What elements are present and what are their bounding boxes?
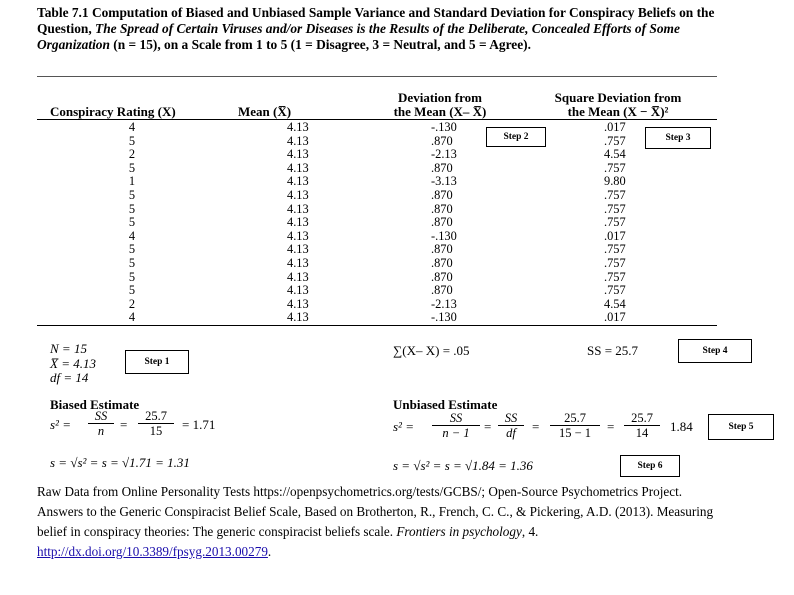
- table-cell-mean: 4.13: [287, 174, 309, 189]
- table-cell-dev: -3.13: [431, 174, 457, 189]
- reference-body: Raw Data from Online Personality Tests https://openpsychometrics.org/tests/GCBS/; Open-Source Psychometrics Project. Answers to the Generic Conspiracist Belief Scale, Based on Brotherton, R., French, C. C., & Pickering, A.D. (2013). Measuring belief in conspiracy theories: The generic conspiracist beliefs scale.: [37, 484, 714, 539]
- summary-sum-deviation: ∑(X– X) = .05: [393, 343, 470, 358]
- step-4-box: Step 4: [678, 339, 752, 363]
- table-cell-sq: .757: [604, 160, 626, 175]
- header-square-line2: the Mean (X − X̅)²: [567, 104, 669, 119]
- unbiased-result: 1.84: [670, 419, 693, 434]
- table-cell-x: 5: [128, 255, 136, 270]
- table-cell-mean: 4.13: [287, 269, 309, 284]
- table-cell-dev: -.130: [431, 310, 457, 325]
- unbiased-den-1: n − 1: [442, 426, 470, 440]
- reference-link[interactable]: http://dx.doi.org/10.3389/fpsyg.2013.00279: [37, 544, 268, 559]
- table-cell-x: 5: [128, 160, 136, 175]
- table-cell-dev: .870: [431, 160, 453, 175]
- table-cell-sq: .757: [604, 187, 626, 202]
- biased-title: Biased Estimate: [50, 397, 140, 412]
- unbiased-sd-line: [393, 458, 533, 474]
- unbiased-equals-3: =: [607, 419, 615, 434]
- header-rating: Conspiracy Rating (X): [50, 104, 176, 119]
- unbiased-den-4: 14: [635, 426, 649, 440]
- table-cell-dev: -2.13: [431, 147, 457, 162]
- table-cell-sq: .757: [604, 255, 626, 270]
- header-mean: Mean (X̅): [238, 104, 292, 119]
- table-cell-dev: .870: [431, 269, 453, 284]
- table-cell-mean: 4.13: [287, 120, 309, 134]
- header-square-line1: Square Deviation from: [554, 90, 682, 105]
- table-cell-x: 5: [128, 187, 136, 202]
- summary-stats: [50, 342, 96, 386]
- summary-n: N = 15: [50, 341, 87, 356]
- table-cell-sq: .757: [604, 215, 626, 230]
- table-cell-x: 5: [128, 201, 136, 216]
- table-cell-sq: .757: [604, 133, 626, 148]
- unbiased-den-3: 15 − 1: [558, 426, 592, 440]
- reference-journal: Frontiers in psychology: [396, 524, 522, 539]
- top-rule: [37, 76, 717, 77]
- table-cell-dev: .870: [431, 187, 453, 202]
- unbiased-den-2: df: [506, 426, 516, 440]
- header-square-deviation: [528, 91, 708, 119]
- caption-question: The Spread of Certain Viruses and/or Diseases is the Results of the Deliberate, Concealed Efforts of Some Organization: [37, 21, 680, 52]
- table-bottom-rule: [37, 325, 717, 326]
- biased-fraction-2: [138, 409, 174, 439]
- table-cell-dev: -2.13: [431, 296, 457, 311]
- table-cell-sq: .757: [604, 283, 626, 298]
- biased-result: = 1.71: [182, 417, 216, 432]
- table-cell-sq: 9.80: [604, 174, 626, 189]
- caption-scale: (n = 15), on a Scale from 1 to 5 (1 = Disagree, 3 = Neutral, and 5 = Agree).: [109, 37, 531, 52]
- unbiased-s2-text: s² =: [393, 419, 414, 434]
- table-cell-dev: -.130: [431, 228, 457, 243]
- table-cell-sq: .757: [604, 269, 626, 284]
- table-cell-dev: .870: [431, 201, 453, 216]
- table-cell-dev: .870: [431, 283, 453, 298]
- biased-s2-text: s² =: [50, 417, 71, 432]
- table-cell-dev: .870: [431, 242, 453, 257]
- table-cell-sq: .017: [604, 310, 626, 325]
- biased-s2-label: [50, 417, 71, 433]
- unbiased-equals-1: =: [484, 419, 492, 434]
- biased-sd-text: s = √s² = s = √1.71 = 1.31: [50, 455, 190, 470]
- reference-end: .: [267, 544, 272, 559]
- table-cell-x: 5: [128, 283, 136, 298]
- step-2-box: Step 2: [486, 127, 546, 147]
- table-cell-dev: .870: [431, 255, 453, 270]
- table-cell-x: 2: [128, 296, 136, 311]
- table-cell-x: 2: [128, 147, 136, 162]
- unbiased-fraction-1: [432, 411, 480, 441]
- header-deviation-line1: Deviation from: [398, 90, 482, 105]
- unbiased-num-1: SS: [449, 411, 463, 425]
- table-cell-sq: 4.54: [604, 296, 626, 311]
- table-cell-dev: .870: [431, 133, 453, 148]
- table-cell-sq: 4.54: [604, 147, 626, 162]
- table-cell-dev: .870: [431, 215, 453, 230]
- table-cell-mean: 4.13: [287, 255, 309, 270]
- table-cell-x: 5: [128, 269, 136, 284]
- biased-den-2: 15: [149, 424, 163, 438]
- table-cell-mean: 4.13: [287, 160, 309, 175]
- step-1-box: Step 1: [125, 350, 189, 374]
- table-cell-x: 4: [128, 120, 136, 134]
- biased-num-2: 25.7: [138, 409, 174, 424]
- unbiased-num-4: 25.7: [624, 411, 660, 426]
- table-cell-x: 5: [128, 242, 136, 257]
- summary-mean: X̅ = 4.13: [50, 355, 96, 371]
- column-mean: [287, 121, 327, 325]
- biased-num-1: SS: [94, 409, 108, 423]
- summary-df: df = 14: [50, 370, 89, 385]
- header-deviation: [370, 91, 510, 119]
- table-cell-mean: 4.13: [287, 296, 309, 311]
- table-cell-dev: -.130: [431, 120, 457, 134]
- table-cell-mean: 4.13: [287, 228, 309, 243]
- biased-equals: =: [120, 417, 128, 432]
- table-cell-sq: .757: [604, 201, 626, 216]
- unbiased-fraction-4: [624, 411, 660, 441]
- column-square-deviation: [604, 121, 654, 325]
- table-cell-mean: 4.13: [287, 187, 309, 202]
- biased-fraction-1: [88, 409, 114, 439]
- table-cell-sq: .017: [604, 228, 626, 243]
- biased-sd-line: [50, 455, 190, 471]
- table-cell-sq: .017: [604, 120, 626, 134]
- unbiased-sd-text: s = √s² = s = √1.84 = 1.36: [393, 458, 533, 473]
- table-cell-mean: 4.13: [287, 133, 309, 148]
- table-cell-mean: 4.13: [287, 242, 309, 257]
- step-6-box: Step 6: [620, 455, 680, 477]
- table-cell-mean: 4.13: [287, 215, 309, 230]
- unbiased-equals-2: =: [532, 419, 540, 434]
- summary-ss: SS = 25.7: [587, 343, 639, 358]
- biased-den-1: n: [97, 424, 105, 438]
- unbiased-num-3: 25.7: [550, 411, 600, 426]
- unbiased-fraction-3: [550, 411, 600, 441]
- reference-volume: , 4.: [521, 524, 539, 539]
- table-caption: [37, 5, 752, 53]
- header-deviation-line2: the Mean (X– X̅): [393, 104, 487, 119]
- reference-text: [37, 482, 717, 562]
- table-cell-mean: 4.13: [287, 310, 309, 325]
- caption-text: Table 7.1 Computation of Biased and Unbiased Sample Variance and Standard Deviation for Conspiracy Beliefs on the Question,: [37, 5, 715, 36]
- table-cell-x: 5: [128, 215, 136, 230]
- step-3-box: Step 3: [645, 127, 711, 149]
- unbiased-fraction-2: [498, 411, 524, 441]
- table-cell-x: 1: [128, 174, 136, 189]
- table-cell-sq: .757: [604, 242, 626, 257]
- column-rating: [120, 121, 144, 325]
- step-5-box: Step 5: [708, 414, 774, 440]
- table-cell-x: 4: [128, 310, 136, 325]
- table-cell-x: 4: [128, 228, 136, 243]
- table-cell-mean: 4.13: [287, 201, 309, 216]
- unbiased-title: Unbiased Estimate: [393, 397, 498, 412]
- table-cell-mean: 4.13: [287, 147, 309, 162]
- table-cell-x: 5: [128, 133, 136, 148]
- table-cell-mean: 4.13: [287, 283, 309, 298]
- unbiased-num-2: SS: [504, 411, 518, 425]
- unbiased-s2-label: [393, 419, 414, 435]
- column-deviation: [431, 121, 481, 325]
